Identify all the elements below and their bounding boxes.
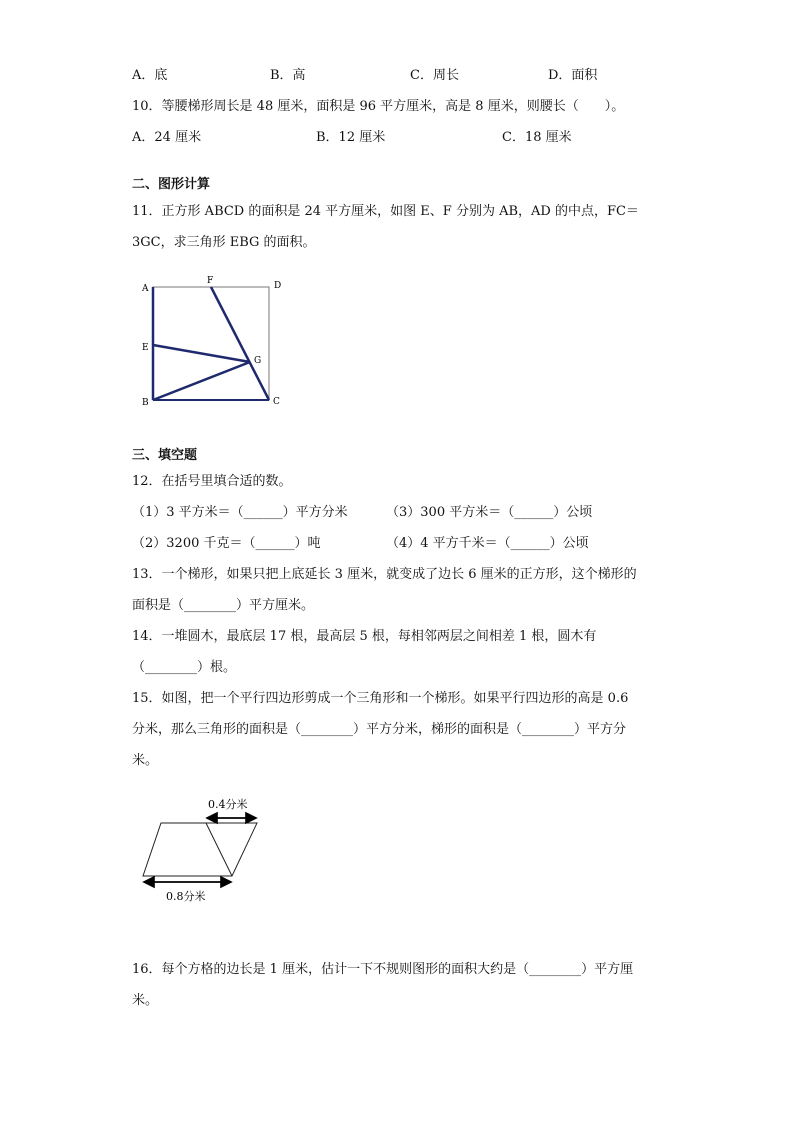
q11-line2: 3GC，求三角形 EBG 的面积。	[132, 235, 316, 250]
q9-option-c: C．周长	[410, 68, 459, 83]
q12-item-3: （3）300 平方米＝（______）公顷	[386, 505, 593, 520]
parallelogram-outline	[143, 823, 257, 876]
point-label-e: E	[142, 343, 149, 353]
q16-line1: 16．每个方格的边长是 1 厘米，估计一下不规则图形的面积大约是（________）平方厘	[132, 962, 634, 977]
q10-option-c: C．18 厘米	[502, 130, 572, 145]
bottom-dimension-label: 0.8分米	[166, 890, 206, 903]
q10-text: 10．等腰梯形周长是 48 厘米，面积是 96 平方厘米，高是 8 厘米，则腰长（ ）。	[132, 99, 625, 114]
section-heading-figure-calc: 二、图形计算	[132, 177, 211, 192]
q10-option-b: B．12 厘米	[316, 130, 386, 145]
q11-line1: 11．正方形 ABCD 的面积是 24 平方厘米，如图 E、F 分别为 AB，AD 的中点，FC＝	[132, 204, 639, 219]
point-label-f: F	[207, 276, 214, 286]
q14-line2: （________）根。	[132, 660, 237, 675]
point-label-g: G	[254, 356, 262, 366]
q12-item-2: （2）3200 千克＝（______）吨	[132, 536, 321, 551]
q14-line1: 14．一堆圆木，最底层 17 根，最高层 5 根，每相邻两层之间相差 1 根，圆木有	[132, 629, 597, 644]
point-label-d: D	[274, 281, 282, 291]
point-label-a: A	[142, 284, 149, 294]
q12-item-4: （4）4 平方千米＝（______）公顷	[386, 536, 589, 551]
q9-option-b: B．高	[270, 68, 306, 83]
top-dimension-label: 0.4分米	[208, 798, 248, 811]
square-abcd-outline	[153, 287, 269, 400]
segment-eg	[153, 345, 250, 362]
segment-bg	[153, 362, 250, 400]
q12-item-1: （1）3 平方米＝（______）平方分米	[132, 505, 348, 520]
q9-option-a: A．底	[132, 68, 168, 83]
q15-line3: 米。	[132, 753, 159, 768]
q12-text: 12．在括号里填合适的数。	[132, 474, 292, 489]
q15-line2: 分米，那么三角形的面积是（________）平方分米，梯形的面积是（________）平方分	[132, 722, 627, 737]
cut-line	[206, 823, 232, 876]
q15-parallelogram-figure	[136, 790, 276, 910]
q16-line2: 米。	[132, 993, 159, 1008]
section-heading-fill-blank: 三、填空题	[132, 448, 198, 463]
q15-line1: 15．如图，把一个平行四边形剪成一个三角形和一个梯形。如果平行四边形的高是 0.6	[132, 691, 629, 706]
q13-line1: 13．一个梯形，如果只把上底延长 3 厘米，就变成了边长 6 厘米的正方形，这个梯形的	[132, 567, 637, 582]
q9-option-d: D．面积	[548, 68, 598, 83]
q10-option-a: A．24 厘米	[132, 130, 202, 145]
segment-fc	[211, 287, 269, 400]
q13-line2: 面积是（________）平方厘米。	[132, 598, 315, 613]
point-label-b: B	[142, 398, 149, 408]
point-label-c: C	[273, 397, 280, 407]
q11-square-figure	[136, 276, 296, 410]
